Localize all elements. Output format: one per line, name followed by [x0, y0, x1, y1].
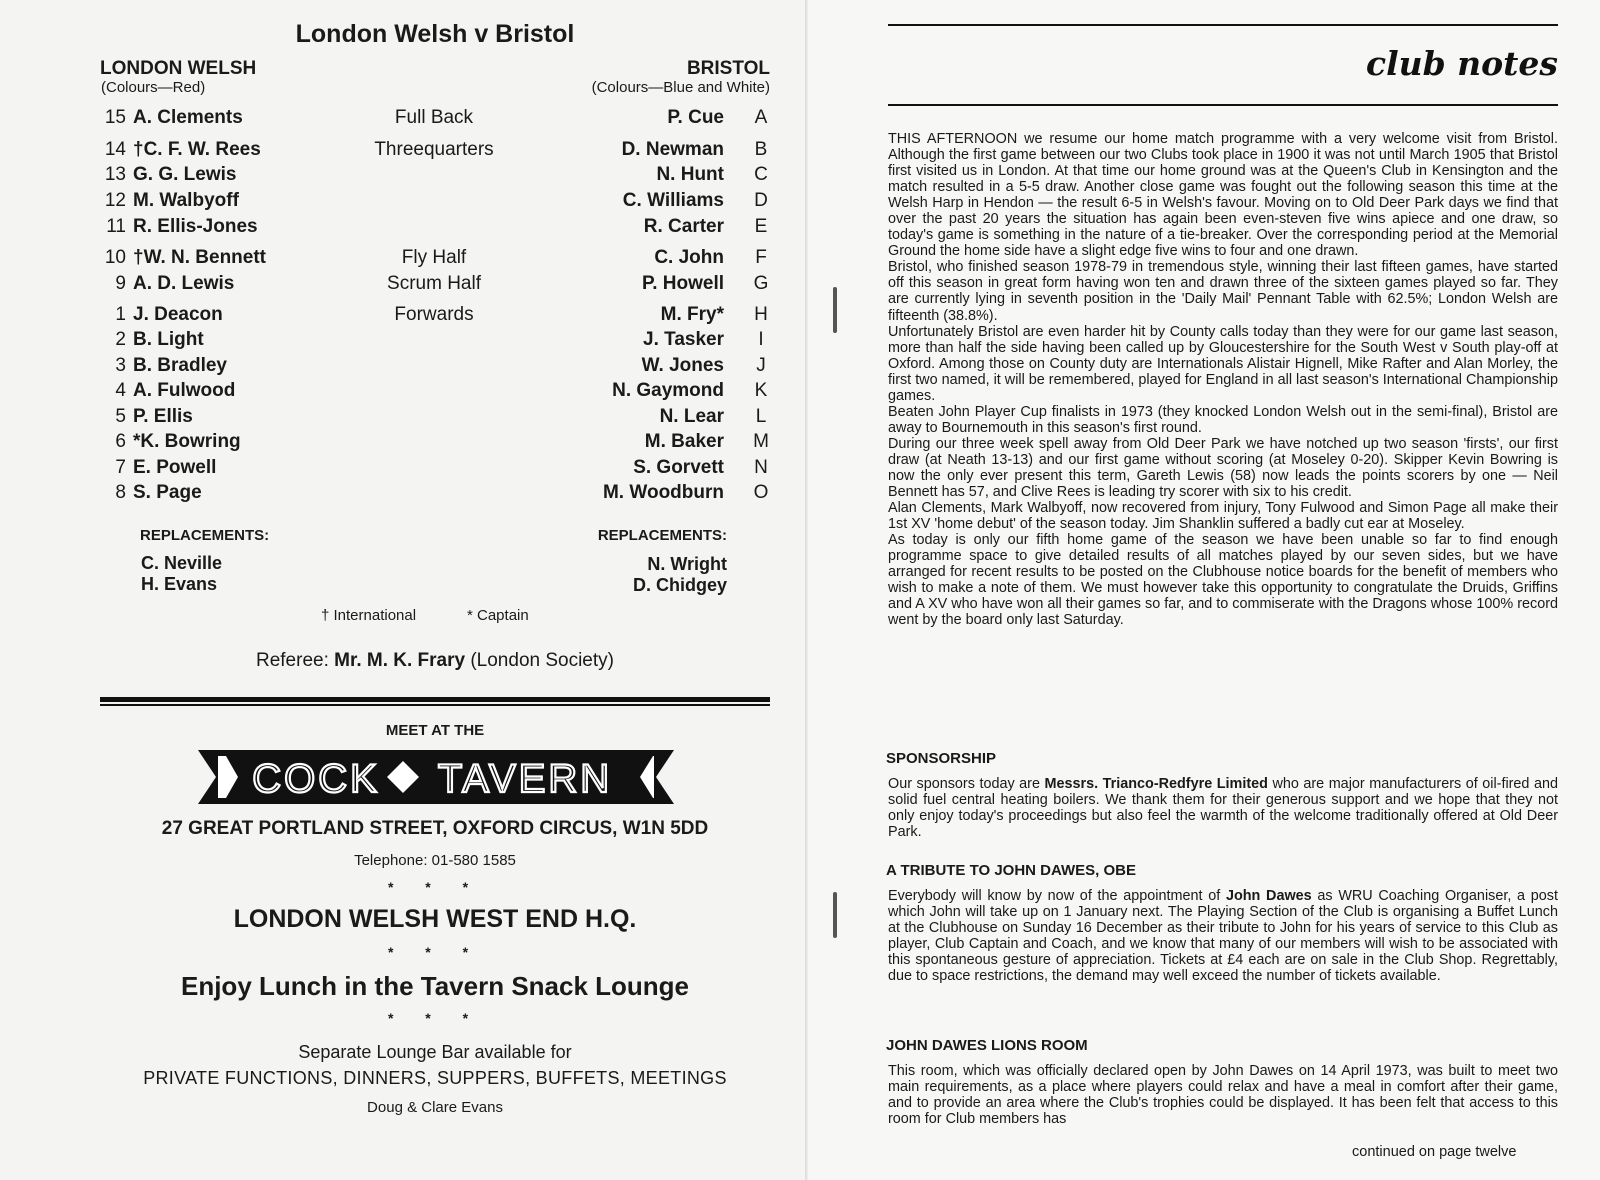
- referee-prefix: Referee:: [255, 650, 329, 671]
- away-player-name: M. Fry*: [660, 304, 724, 325]
- tribute-text-b: as WRU Coaching Organiser, a post which John will take up on 1 January next. The Playing Section of the Club is organising a Buffet Lunch at the Clubhouse on Sunday 16 December as their tribute to John for his years of service to this Club as player, Club Captain and Coach, and we know that many of our members will wish to be associated with this spontaneous gesture of appreciation. Tickets at £4 each are on sale in the Club Shop. Regrettably, due to space restrictions, the demand may well exceed the number of tickets available.: [888, 888, 1558, 985]
- lineup-row: [0, 406, 808, 430]
- intro-paragraph-6: Alan Clements, Mark Walbyoff, now recovered from injury, Tony Fulwood and Simon Page all make their 1st XV 'home debut' of the season today. Jim Shanklin suffered a badly cut ear at Moseley.: [888, 500, 1558, 533]
- jersey-number: 7: [115, 457, 126, 478]
- club-notes-title: club notes: [1365, 44, 1558, 83]
- away-player-letter: L: [755, 406, 767, 427]
- lineup-row: [0, 431, 808, 455]
- home-player-name: R. Ellis-Jones: [133, 216, 258, 237]
- home-player-name: A. Clements: [133, 107, 243, 128]
- away-player-letter: G: [753, 273, 769, 294]
- jersey-number: 13: [104, 164, 126, 185]
- away-player-name: P. Howell: [641, 273, 724, 294]
- lineup-row: [0, 190, 808, 214]
- lineup-row: [0, 164, 808, 188]
- club-notes-intro: [888, 131, 1558, 628]
- lions-room-heading: JOHN DAWES LIONS ROOM: [886, 1037, 1088, 1054]
- away-replacement-1: N. Wright: [647, 554, 727, 574]
- away-player-letter: N: [754, 457, 768, 478]
- tribute-heading: A TRIBUTE TO JOHN DAWES, OBE: [886, 862, 1137, 879]
- away-player-letter: C: [754, 164, 768, 185]
- advert-hq: LONDON WELSH WEST END H.Q.: [233, 905, 637, 933]
- away-player-name: N. Lear: [659, 406, 724, 427]
- jersey-number: 8: [115, 482, 126, 503]
- position-label: Fly Half: [401, 247, 467, 268]
- away-team-name: BRISTOL: [686, 58, 770, 79]
- away-player-name: N. Hunt: [656, 164, 724, 185]
- advert-hosts: Doug & Clare Evans: [367, 1099, 503, 1116]
- jersey-number: 3: [115, 355, 126, 376]
- away-player-letter: D: [754, 190, 768, 211]
- home-replacement-1: C. Neville: [141, 553, 223, 573]
- lineup-row: [0, 329, 808, 353]
- away-player-letter: M: [753, 431, 769, 452]
- position-label: Forwards: [394, 304, 474, 325]
- jersey-number: 2: [115, 329, 126, 350]
- advert-stars-2: * * *: [387, 944, 483, 960]
- staple-mark-bottom: [833, 892, 837, 938]
- referee-line: [100, 650, 770, 672]
- advert-lounge: Separate Lounge Bar available for: [298, 1042, 572, 1062]
- away-player-letter: O: [753, 482, 769, 503]
- home-player-name: *K. Bowring: [133, 431, 241, 452]
- divider-rule-thin: [100, 704, 770, 706]
- home-replacements-label: REPLACEMENTS:: [140, 527, 270, 544]
- home-team-name: LONDON WELSH: [100, 58, 257, 79]
- away-player-letter: B: [754, 139, 768, 160]
- away-player-name: W. Jones: [641, 355, 724, 376]
- lineup-row: [0, 139, 808, 163]
- home-player-name: G. G. Lewis: [133, 164, 237, 185]
- away-player-name: C. John: [654, 247, 724, 268]
- away-player-name: C. Williams: [622, 190, 724, 211]
- away-player-letter: I: [758, 329, 764, 350]
- away-player-name: M. Woodburn: [602, 482, 724, 503]
- legend-captain: * Captain: [467, 607, 529, 624]
- sign-text-cock: COCK: [252, 757, 380, 801]
- home-player-name: M. Walbyoff: [133, 190, 239, 211]
- jersey-number: 11: [106, 216, 126, 237]
- away-replacements-label: REPLACEMENTS:: [597, 527, 727, 544]
- away-team-colours: (Colours—Blue and White): [591, 79, 770, 96]
- lineup-row: [0, 273, 808, 297]
- home-player-name: E. Powell: [133, 457, 217, 478]
- home-player-name: S. Page: [133, 482, 202, 503]
- sponsorship-heading: SPONSORSHIP: [886, 750, 997, 767]
- advert-address: 27 GREAT PORTLAND STREET, OXFORD CIRCUS, W1N 5DD: [161, 818, 709, 839]
- sponsorship-text: [888, 776, 1558, 840]
- advert-functions: PRIVATE FUNCTIONS, DINNERS, SUPPERS, BUFFETS, MEETINGS: [143, 1068, 727, 1088]
- advert-stars-3: * * *: [387, 1010, 483, 1026]
- home-player-name: A. Fulwood: [133, 380, 236, 401]
- tribute-name: John Dawes: [1225, 888, 1312, 904]
- intro-paragraph-4: Beaten John Player Cup finalists in 1973 (they knocked London Welsh out in the semi-final), Bristol are away to Bournemouth in this season's first round.: [888, 403, 1558, 436]
- match-title: London Welsh v Bristol: [295, 20, 575, 48]
- advert-lunch: Enjoy Lunch in the Tavern Snack Lounge: [180, 971, 690, 1001]
- jersey-number: 9: [115, 273, 126, 294]
- home-player-name: P. Ellis: [133, 406, 193, 427]
- lineup-row: [0, 457, 808, 481]
- intro-paragraph-3: Unfortunately Bristol are even harder hit by County calls today than they were for our game last season, more than half the side having been called up by Gloucestershire for the South West v South play-off at Oxford. Among those on County duty are Internationals Alistair Hignell, Mike Rafter and Alan Morley, the first two named, it will be remembered, played for England in all last season's International Championship games.: [888, 323, 1558, 404]
- away-player-letter: H: [754, 304, 768, 325]
- cock-tavern-sign-logo: [198, 748, 674, 806]
- legend-international: † International: [321, 607, 417, 624]
- jersey-number: 4: [115, 380, 126, 401]
- intro-paragraph-2: Bristol, who finished season 1978-79 in tremendous style, winning their last fifteen games, have started off this season in great form having won ten and drawn three of the sixteen games played so far. They are currently lying in seventh position in the 'Daily Mail' Pennant Table with 62.5%; London Welsh are fifteenth (38.8%).: [888, 259, 1558, 324]
- position-label: Full Back: [394, 107, 474, 128]
- tribute-text-a: Everybody will know by now of the appointment of: [888, 888, 1221, 904]
- jersey-number: 5: [115, 406, 126, 427]
- away-player-letter: F: [755, 247, 767, 268]
- away-player-letter: K: [754, 380, 768, 401]
- away-player-name: M. Baker: [644, 431, 724, 452]
- away-player-name: R. Carter: [643, 216, 724, 237]
- home-player-name: B. Light: [133, 329, 204, 350]
- home-player-name: A. D. Lewis: [133, 273, 235, 294]
- jersey-number: 12: [104, 190, 126, 211]
- jersey-number: 6: [115, 431, 126, 452]
- intro-paragraph-7: As today is only our fifth home game of the season we have been unable so far to find enough programme space to give detailed results of all matches played by our seven sides, but we have arranged for recent results to be posted on the Clubhouse notice boards for the benefit of members who wish to make a note of them. We must however take this opportunity to congratulate the Druids, Griffins and A XV who have won all their games so far, and to commiserate with the Dragons whose 100% record went by the board only last Saturday.: [888, 532, 1558, 629]
- sponsor-name: Messrs. Trianco-Redfyre Limited: [1044, 776, 1268, 792]
- home-team-colours: (Colours—Red): [101, 79, 206, 96]
- away-player-name: N. Gaymond: [612, 380, 724, 401]
- jersey-number: 14: [104, 139, 126, 160]
- home-replacement-2: H. Evans: [141, 574, 218, 594]
- jersey-number: 1: [115, 304, 126, 325]
- away-player-letter: A: [754, 107, 768, 128]
- tribute-text: [888, 888, 1558, 984]
- away-player-name: S. Gorvett: [633, 457, 724, 478]
- away-player-letter: J: [756, 355, 766, 376]
- continued-note: continued on page twelve: [1352, 1144, 1517, 1160]
- intro-paragraph-5: During our three week spell away from Old Deer Park we have notched up two season 'firsts', our first draw (at Neath 13-13) and our first game without scoring (at Moseley 0-20). Skipper Kevin Bowring is now the only ever present this term, Gareth Lewis (58) now leads the points scorers by one — Neil Bennett has 57, and Clive Rees is leading try scorer with six to his credit.: [888, 435, 1558, 501]
- lineup-row: [0, 107, 808, 131]
- lineup-row: [0, 216, 808, 240]
- referee-society: (London Society): [470, 650, 614, 671]
- staple-mark-top: [833, 287, 837, 333]
- sponsorship-text-b: who are major manufacturers of oil-fired and solid fuel central heating boilers. We thank them for their generous support and we hope that they not only enjoy today's proceedings but also feel the warmth of the welcome traditionally offered at Old Deer Park.: [888, 776, 1558, 841]
- away-player-letter: E: [754, 216, 768, 237]
- lineup-row: [0, 247, 808, 271]
- position-label: Threequarters: [374, 139, 494, 160]
- away-player-name: D. Newman: [621, 139, 724, 160]
- home-player-name: J. Deacon: [133, 304, 223, 325]
- lineup-row: [0, 355, 808, 379]
- position-label: Scrum Half: [387, 273, 481, 294]
- sponsorship-text-a: Our sponsors today are: [888, 776, 1040, 792]
- advert-stars-1: * * *: [387, 879, 483, 895]
- home-player-name: B. Bradley: [133, 355, 227, 376]
- home-player-name: †W. N. Bennett: [133, 247, 267, 268]
- lineup-row: [0, 304, 808, 328]
- sign-text-tavern: TAVERN: [437, 757, 613, 801]
- club-notes-title-rule: [888, 104, 1558, 106]
- away-player-name: J. Tasker: [643, 329, 724, 350]
- lineup-row: [0, 380, 808, 404]
- lineup-row: [0, 482, 808, 506]
- divider-rule: [100, 697, 770, 702]
- away-replacement-2: D. Chidgey: [632, 575, 727, 595]
- jersey-number: 15: [104, 107, 126, 128]
- away-player-name: P. Cue: [667, 107, 724, 128]
- advert-meet-at: MEET AT THE: [385, 722, 485, 739]
- referee-name: Mr. M. K. Frary: [334, 650, 466, 671]
- home-player-name: †C. F. W. Rees: [133, 139, 261, 160]
- jersey-number: 10: [104, 247, 126, 268]
- lions-room-text: This room, which was officially declared open by John Dawes on 14 April 1973, was built to meet two main requirements, as a place where players could relax and have a meal in comfort after their game, and to provide an area where the Club's trophies could be displayed. It has been felt that access to this room for Club members has: [888, 1063, 1558, 1128]
- club-notes-top-rule: [888, 24, 1558, 26]
- intro-paragraph-1: THIS AFTERNOON we resume our home match programme with a very welcome visit from Bristol. Although the first game between our two Clubs took place in 1900 it was not until March 1905 that Bristol first visited us in London. At that time our home ground was at the Queen's Club in Kensington and the match resulted in a 5-5 draw. Another close game was fought out the following season this time at the Welsh Harp in Hendon — the result 6-5 in Welsh's favour. Moving on to Old Deer Park days we find that over the past 20 years the situation has again been even-steven five wins apiece and one draw, so today's game is something in the nature of a tie-breaker. Over the corresponding period at the Memorial Ground the home side have a slight edge five wins to four and one drawn.: [888, 131, 1558, 260]
- advert-telephone: Telephone: 01-580 1585: [354, 852, 516, 869]
